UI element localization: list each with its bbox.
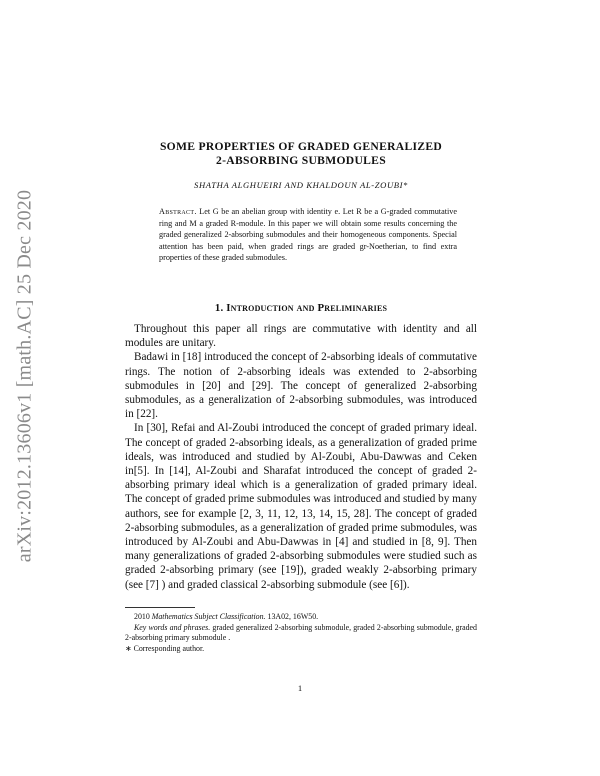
msc-label: Mathematics Subject Classification. (151, 612, 266, 621)
paragraph: Badawi in [18] introduced the concept of 2-absorbing ideals of commutative rings. The notion of 2-absorbing ideals was extended to 2-absorbing submodules in [20] and [29]. The concept of generalized 2-absorbing submodules, as a generalization of 2-absorbing submodules, was introduced in [22]. (125, 351, 477, 421)
arxiv-stamp (12, 176, 38, 576)
abstract-text: Let G be an abelian group with identity e. Let R be a G-graded commutative ring and M a graded R-module. In this paper we will obtain some results concerning the graded generalized 2-absorbing submodules and their homogeneous components. Special attention has been paid, when graded rings are graded gr-Noetherian, to find extra properties of these graded submodules. (159, 207, 457, 263)
section-body (125, 322, 477, 592)
paper-page (125, 140, 477, 592)
paragraph: Throughout this paper all rings are commutative with identity and all modules are unitary. (125, 322, 477, 350)
footnotes (125, 607, 477, 654)
abstract (159, 206, 457, 264)
paragraph: In [30], Refai and Al-Zoubi introduced the concept of graded primary ideal. The concept of graded 2-absorbing ideals, as a generalization of graded prime ideals, was introduced and studied by Al-Zoubi, Abu-Dawwas and Ceken in[5]. In [14], Al-Zoubi and Sharafat introduced the concept of graded 2-absorbing primary ideal which is a generalization of graded primary ideal. The concept of graded prime submodules was introduced and studied by many authors, see for example [2, 3, 11, 12, 13, 14, 15, 28]. The concept of graded 2-absorbing submodules, as a generalization of graded prime submodules, was introduced by Al-Zoubi and Abu-Dawwas in [4] and studied in [8, 9]. Then many generalizations of graded 2-absorbing submodules were studied such as graded 2-absorbing primary (see [19]), graded weakly 2-absorbing primary (see [7] ) and graded classical 2-absorbing submodule (see [6]). (125, 422, 478, 591)
keywords-label: Key words and phrases. (134, 622, 211, 632)
footnote-keywords (125, 623, 477, 644)
msc-codes: 13A02, 16W50. (267, 612, 319, 621)
footnote-divider (125, 607, 195, 608)
msc-year: 2010 (134, 612, 150, 621)
paper-title (125, 140, 477, 168)
authors: SHATHA ALGHUEIRI AND KHALDOUN AL-ZOUBI* (194, 180, 408, 190)
title-line-1: SOME PROPERTIES OF GRADED GENERALIZED (159, 140, 443, 153)
keywords-text: graded generalized 2-absorbing submodule, graded 2-absorbing submodule, graded 2-absorbing primary submodule . (125, 622, 477, 643)
page-number: 1 (297, 683, 303, 693)
arxiv-stamp-text: arXiv:2012.13606v1 [math.AC] 25 Dec 2020 (13, 189, 36, 563)
section-title: 1. Introduction and Preliminaries (214, 301, 388, 314)
title-line-2: 2-ABSORBING SUBMODULES (216, 154, 386, 167)
footnote-corresponding: ∗ Corresponding author. (125, 643, 205, 653)
abstract-label: Abstract. (159, 207, 197, 216)
footnote-msc (125, 612, 477, 623)
